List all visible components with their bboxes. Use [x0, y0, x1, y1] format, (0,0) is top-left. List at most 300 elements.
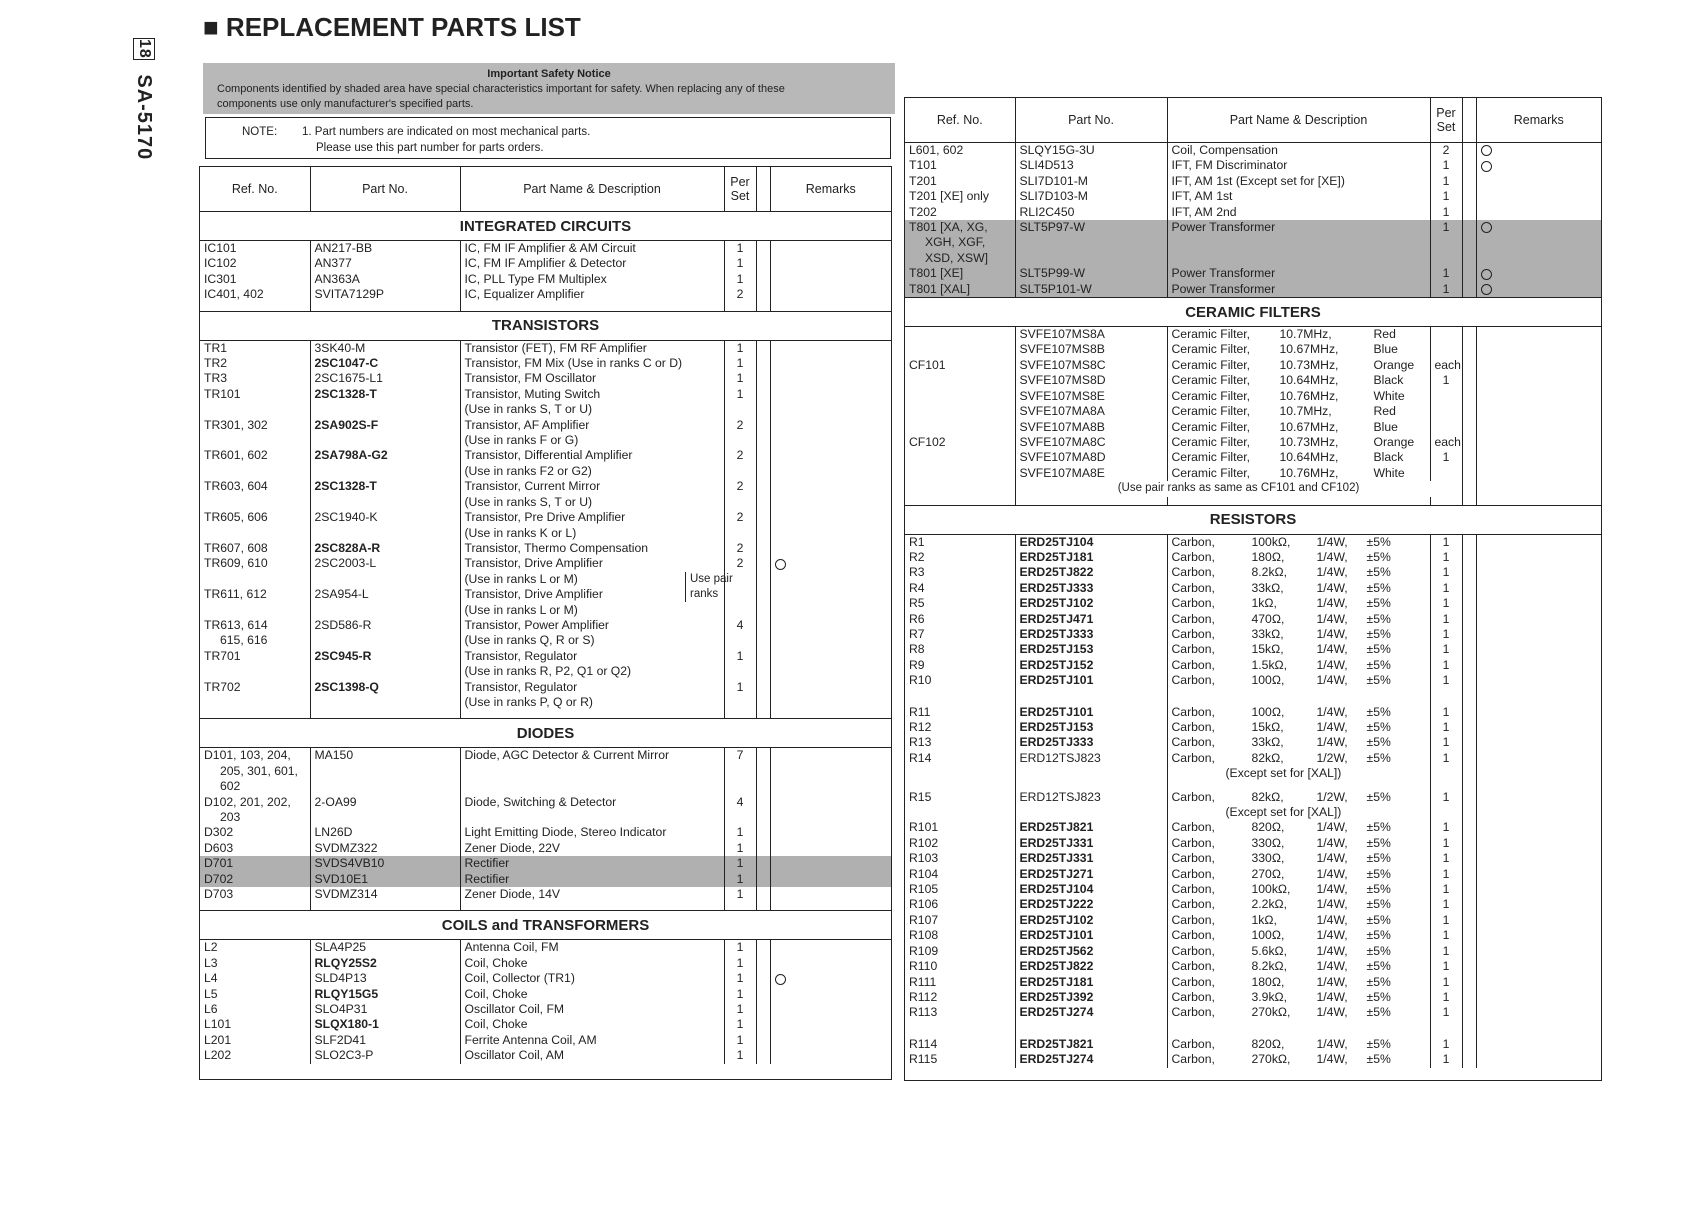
spacer: [905, 782, 1015, 790]
blank: [1462, 358, 1476, 373]
blank: [1462, 550, 1476, 565]
part-no: 2SC1398-Q: [310, 680, 460, 695]
cf-type: Ceramic Filter,: [1171, 450, 1251, 465]
blank: [756, 402, 770, 417]
res-value: 100kΩ,: [1251, 882, 1291, 897]
ref-no: IC301: [200, 272, 310, 287]
per-set: 2: [1430, 143, 1462, 159]
blank: [1462, 928, 1476, 943]
description: Transistor, Pre Drive Amplifier: [460, 510, 724, 525]
description: Transistor, Power Amplifier: [460, 618, 724, 633]
ref-no: R10: [905, 673, 1015, 688]
parts-table-left: [199, 166, 892, 1080]
ref-no: R6: [905, 612, 1015, 627]
page-side-label: [132, 38, 155, 160]
description: [1167, 658, 1430, 673]
part-no: SLI7D103-M: [1015, 189, 1167, 204]
blank: [756, 510, 770, 525]
per-set: [724, 764, 756, 779]
description: Transistor, Differential Amplifier: [460, 448, 724, 463]
per-set: [724, 433, 756, 448]
part-no: ERD12TSJ823: [1015, 790, 1167, 805]
part-no: 2-OA99: [310, 795, 460, 810]
per-set: 1: [1430, 959, 1462, 974]
part-no: ERD25TJ333: [1015, 627, 1167, 642]
res-tolerance: ±5%: [1366, 735, 1391, 750]
ref-no: D701: [200, 856, 310, 871]
blank: [756, 495, 770, 510]
description: [1167, 913, 1430, 928]
safety-line-1: Components identified by shaded area have special characteristics important for safety. When replacing any of these: [217, 83, 785, 95]
ref-no: D102, 201, 202,: [200, 795, 310, 810]
res-power: 1/4W,: [1316, 549, 1348, 564]
res-power: 1/4W,: [1316, 989, 1348, 1004]
ref-no: R115: [905, 1052, 1015, 1067]
per-set: 1: [1430, 673, 1462, 688]
blank: [1462, 220, 1476, 235]
per-set: each: [1430, 435, 1462, 450]
spacer: [770, 902, 891, 911]
ref-no: L2: [200, 940, 310, 956]
ref-no: TR301, 302: [200, 418, 310, 433]
ref-no: L201: [200, 1033, 310, 1048]
blank: [1462, 705, 1476, 720]
remarks: [1476, 435, 1601, 450]
col-blank: [1462, 98, 1476, 143]
part-no: SVFE107MA8A: [1015, 404, 1167, 419]
description: [460, 764, 724, 779]
table-row: [905, 143, 1601, 159]
description: IFT, AM 1st (Except set for [XE]): [1167, 174, 1430, 189]
ref-no: [200, 402, 310, 417]
part-no: [310, 464, 460, 479]
res-value: 8.2kΩ,: [1251, 959, 1288, 974]
ref-no: R112: [905, 990, 1015, 1005]
cf-color: Black: [1373, 373, 1404, 388]
table-row: [905, 851, 1601, 866]
table-row: [905, 928, 1601, 943]
ref-no: CF102: [905, 435, 1015, 450]
table-row: [200, 872, 891, 887]
res-power: 1/4W,: [1316, 611, 1348, 626]
ref-no: R114: [905, 1037, 1015, 1052]
per-set: 1: [1430, 836, 1462, 851]
table-row: [200, 495, 891, 510]
ref-no: [905, 805, 1015, 820]
spacer: [1167, 497, 1430, 506]
cf-type: Ceramic Filter,: [1171, 404, 1251, 419]
ref-no: TR3: [200, 371, 310, 386]
part-no: ERD25TJ331: [1015, 836, 1167, 851]
remarks: [770, 256, 891, 271]
ref-no: T801 [XE]: [905, 266, 1015, 281]
table-row: [905, 720, 1601, 735]
per-set: 1: [724, 256, 756, 271]
description: Ferrite Antenna Coil, AM: [460, 1033, 724, 1048]
blank: [756, 987, 770, 1002]
remark-circle: [1481, 145, 1492, 156]
res-type: Carbon,: [1171, 866, 1215, 881]
remarks: [770, 649, 891, 664]
col-desc: Part Name & Description: [460, 167, 724, 212]
blank: [1462, 766, 1476, 781]
part-no: ERD25TJ101: [1015, 673, 1167, 688]
remarks: [770, 987, 891, 1002]
description: [1167, 1037, 1430, 1052]
spacer: [1476, 697, 1601, 705]
ref-no: R9: [905, 658, 1015, 673]
blank: [1462, 790, 1476, 805]
description: [1167, 673, 1430, 688]
description: Coil, Collector (TR1): [460, 971, 724, 986]
per-set: 1: [1430, 820, 1462, 835]
ref-no: [200, 664, 310, 679]
cf-color: Blue: [1373, 419, 1398, 434]
section-ceramic-filters: [905, 298, 1601, 327]
per-set: 1: [1430, 450, 1462, 465]
part-no: SLD4P13: [310, 971, 460, 986]
res-tolerance: ±5%: [1366, 897, 1391, 912]
remarks: [770, 272, 891, 287]
remarks: [1476, 220, 1601, 235]
res-power: 1/4W,: [1316, 1036, 1348, 1051]
ref-no: T801 [XA, XG,: [905, 220, 1015, 235]
blank: [1462, 836, 1476, 851]
table-row: [905, 867, 1601, 882]
per-set: 1: [1430, 851, 1462, 866]
res-type: Carbon,: [1171, 549, 1215, 564]
blank: [1462, 720, 1476, 735]
ref-no: TR609, 610: [200, 556, 310, 571]
part-no: SLI4D513: [1015, 158, 1167, 173]
blank: [1462, 627, 1476, 642]
blank: [756, 1002, 770, 1017]
blank: [1462, 251, 1476, 266]
res-tolerance: ±5%: [1366, 549, 1391, 564]
table-row: [905, 596, 1601, 611]
spacer: [1430, 1029, 1462, 1037]
table-row: [200, 287, 891, 302]
remarks: [1476, 944, 1601, 959]
remarks: [1476, 959, 1601, 974]
table-row: [905, 235, 1601, 250]
remarks: [770, 587, 891, 602]
res-value: 100Ω,: [1251, 928, 1285, 943]
part-no: ERD25TJ821: [1015, 1037, 1167, 1052]
col-per-set: Per Set: [1430, 98, 1462, 143]
remarks: [1476, 751, 1601, 766]
spacer: [724, 710, 756, 719]
res-value: 33kΩ,: [1251, 580, 1284, 595]
remarks: [770, 371, 891, 386]
ref-no: R107: [905, 913, 1015, 928]
res-type: Carbon,: [1171, 1052, 1215, 1067]
part-no: SVITA7129P: [310, 287, 460, 302]
spacer: [1430, 782, 1462, 790]
blank: [1462, 735, 1476, 750]
per-set: [724, 603, 756, 618]
cf-color: Orange: [1373, 357, 1415, 372]
spacer: [1015, 497, 1167, 506]
remarks: [770, 633, 891, 648]
except-note: (Except set for [XAL]): [1167, 766, 1430, 781]
cf-color: Black: [1373, 450, 1404, 465]
part-no: 2SA798A-G2: [310, 448, 460, 463]
per-set: 1: [724, 987, 756, 1002]
description: [1167, 627, 1430, 642]
description: Transistor, Regulator: [460, 680, 724, 695]
res-power: 1/4W,: [1316, 565, 1348, 580]
table-row: [200, 695, 891, 710]
blank: [756, 418, 770, 433]
safety-line-2: components use only manufacturer's specified parts.: [217, 98, 474, 110]
per-set: 1: [724, 340, 756, 356]
part-no: ERD25TJ101: [1015, 928, 1167, 943]
part-no: ERD12TSJ823: [1015, 751, 1167, 766]
remarks: [1476, 550, 1601, 565]
part-no: SVFE107MA8E: [1015, 466, 1167, 481]
spacer: [1015, 1029, 1167, 1037]
table-row: [200, 795, 891, 810]
res-power: 1/4W,: [1316, 657, 1348, 672]
ref-no: R101: [905, 820, 1015, 835]
ref-no: L4: [200, 971, 310, 986]
res-power: 1/4W,: [1316, 720, 1348, 734]
description: Light Emitting Diode, Stereo Indicator: [460, 825, 724, 840]
description: Coil, Compensation: [1167, 143, 1430, 159]
part-no: 2SD586-R: [310, 618, 460, 633]
remarks: [1476, 790, 1601, 805]
spacer: [1167, 782, 1430, 790]
remarks: [1476, 373, 1601, 388]
table-row: [905, 612, 1601, 627]
ref-no: [905, 420, 1015, 435]
spacer: [1476, 689, 1601, 697]
per-set: 2: [724, 479, 756, 494]
table-row: [905, 327, 1601, 343]
table-row: [905, 790, 1601, 805]
blank: [756, 479, 770, 494]
spacer: [1430, 1021, 1462, 1029]
res-power: 1/4W,: [1316, 974, 1348, 989]
remarks: [1476, 897, 1601, 912]
part-no: [1015, 235, 1167, 250]
ref-no: L5: [200, 987, 310, 1002]
part-no: [310, 526, 460, 541]
remarks: [1476, 882, 1601, 897]
blank: [1462, 143, 1476, 159]
per-set: 1: [1430, 975, 1462, 990]
per-set: each: [1430, 358, 1462, 373]
blank: [1462, 882, 1476, 897]
per-set: [724, 464, 756, 479]
ref-no: R7: [905, 627, 1015, 642]
ref-no: TR611, 612: [200, 587, 310, 602]
ref-no: IC101: [200, 241, 310, 257]
remarks: [1476, 913, 1601, 928]
section-title: CERAMIC FILTERS: [905, 298, 1601, 327]
spacer: [200, 902, 310, 911]
remarks: [770, 779, 891, 794]
res-tolerance: ±5%: [1366, 626, 1391, 641]
remarks: [1476, 481, 1601, 496]
spacer: [756, 902, 770, 911]
table-row: [905, 658, 1601, 673]
per-set: 1: [1430, 944, 1462, 959]
spacer: [1430, 697, 1462, 705]
remark-circle: [1481, 161, 1492, 172]
blank: [756, 387, 770, 402]
per-set: 1: [724, 825, 756, 840]
table-row: [200, 603, 891, 618]
except-row: [905, 805, 1601, 820]
res-tolerance: ±5%: [1366, 1052, 1391, 1067]
ref-no: [905, 342, 1015, 357]
remarks: [770, 971, 891, 986]
blank: [1462, 420, 1476, 435]
res-tolerance: ±5%: [1366, 789, 1391, 804]
description: Coil, Choke: [460, 987, 724, 1002]
blank: [1462, 466, 1476, 481]
res-tolerance: ±5%: [1366, 720, 1391, 734]
ref-no: R4: [905, 581, 1015, 596]
res-power: 1/4W,: [1316, 580, 1348, 595]
description: [1167, 928, 1430, 943]
per-set: 1: [1430, 990, 1462, 1005]
cf-frequency: 10.64MHz,: [1279, 450, 1339, 465]
remarks: [1476, 565, 1601, 580]
blank: [756, 633, 770, 648]
description: [460, 779, 724, 794]
remarks: [770, 764, 891, 779]
table-row: [200, 464, 891, 479]
remarks: [1476, 466, 1601, 481]
ref-no: R15: [905, 790, 1015, 805]
blank: [1462, 581, 1476, 596]
per-set: 1: [1430, 1005, 1462, 1020]
col-ref: Ref. No.: [200, 167, 310, 212]
res-power: 1/4W,: [1316, 735, 1348, 750]
per-set: [1430, 766, 1462, 781]
spacer: [1462, 1021, 1476, 1029]
cf-frequency: 10.67MHz,: [1279, 419, 1339, 434]
spacer: [905, 497, 1015, 506]
res-type: Carbon,: [1171, 611, 1215, 626]
section-transistors: [200, 311, 891, 340]
table-row: [905, 565, 1601, 580]
remarks: [1476, 836, 1601, 851]
part-no: SLF2D41: [310, 1033, 460, 1048]
description: [1167, 550, 1430, 565]
spacer: [1476, 1029, 1601, 1037]
blank: [756, 572, 770, 587]
description: [1167, 751, 1430, 766]
remarks: [770, 872, 891, 887]
cf-type: Ceramic Filter,: [1171, 419, 1251, 434]
res-power: 1/4W,: [1316, 897, 1348, 912]
res-value: 270kΩ,: [1251, 1052, 1291, 1067]
part-no: MA150: [310, 748, 460, 764]
res-tolerance: ±5%: [1366, 565, 1391, 580]
ref-no: D603: [200, 841, 310, 856]
ref-no: R105: [905, 882, 1015, 897]
spacer: [1462, 689, 1476, 697]
table-row: [200, 433, 891, 448]
remarks: [1476, 450, 1601, 465]
part-no: 2SC1328-T: [310, 387, 460, 402]
ref-no: R8: [905, 642, 1015, 657]
remarks: [770, 603, 891, 618]
res-type: Carbon,: [1171, 735, 1215, 750]
table-row: [905, 420, 1601, 435]
cf-frequency: 10.76MHz,: [1279, 388, 1339, 403]
remarks: [1476, 867, 1601, 882]
part-no: ERD25TJ333: [1015, 581, 1167, 596]
blank: [1462, 342, 1476, 357]
blank: [756, 541, 770, 556]
description: [1167, 642, 1430, 657]
remarks: [770, 433, 891, 448]
part-no: [310, 402, 460, 417]
table-row: [200, 541, 891, 556]
description: Power Transformer: [1167, 282, 1430, 298]
remarks: [1476, 143, 1601, 159]
remarks: [770, 541, 891, 556]
blank: [1462, 282, 1476, 298]
table-row: [905, 189, 1601, 204]
per-set: 1: [724, 1033, 756, 1048]
remarks: [770, 680, 891, 695]
per-set: [1430, 404, 1462, 419]
per-set: 1: [1430, 282, 1462, 298]
table-row: [200, 956, 891, 971]
per-set: 1: [724, 971, 756, 986]
part-no: 2SC1047-C: [310, 356, 460, 371]
part-no: ERD25TJ181: [1015, 550, 1167, 565]
remark-circle: [775, 974, 786, 985]
part-no: [310, 810, 460, 825]
per-set: 1: [1430, 174, 1462, 189]
res-value: 100Ω,: [1251, 704, 1285, 719]
res-value: 1kΩ,: [1251, 912, 1277, 927]
description: (Use in ranks L or M) Use pair ranks: [460, 572, 724, 587]
remarks: [1476, 174, 1601, 189]
description: (Use in ranks S, T or U): [460, 495, 724, 510]
res-power: 1/4W,: [1316, 866, 1348, 881]
per-set: [1430, 420, 1462, 435]
spacer: [1476, 1021, 1601, 1029]
blank: [756, 603, 770, 618]
table-row: [905, 205, 1601, 220]
description: Rectifier: [460, 856, 724, 871]
blank: [756, 779, 770, 794]
res-type: Carbon,: [1171, 534, 1215, 549]
res-type: Carbon,: [1171, 912, 1215, 927]
part-no: ERD25TJ152: [1015, 658, 1167, 673]
part-no: SLT5P101-W: [1015, 282, 1167, 298]
description: [1167, 720, 1430, 735]
remark-circle: [775, 559, 786, 570]
res-power: 1/4W,: [1316, 1005, 1348, 1020]
res-tolerance: ±5%: [1366, 866, 1391, 881]
description: [1167, 466, 1430, 481]
remarks: [770, 887, 891, 902]
part-no: 2SC945-R: [310, 649, 460, 664]
remarks: [1476, 928, 1601, 943]
remarks: [770, 556, 891, 571]
remarks: [770, 356, 891, 371]
res-value: 270kΩ,: [1251, 1005, 1291, 1020]
